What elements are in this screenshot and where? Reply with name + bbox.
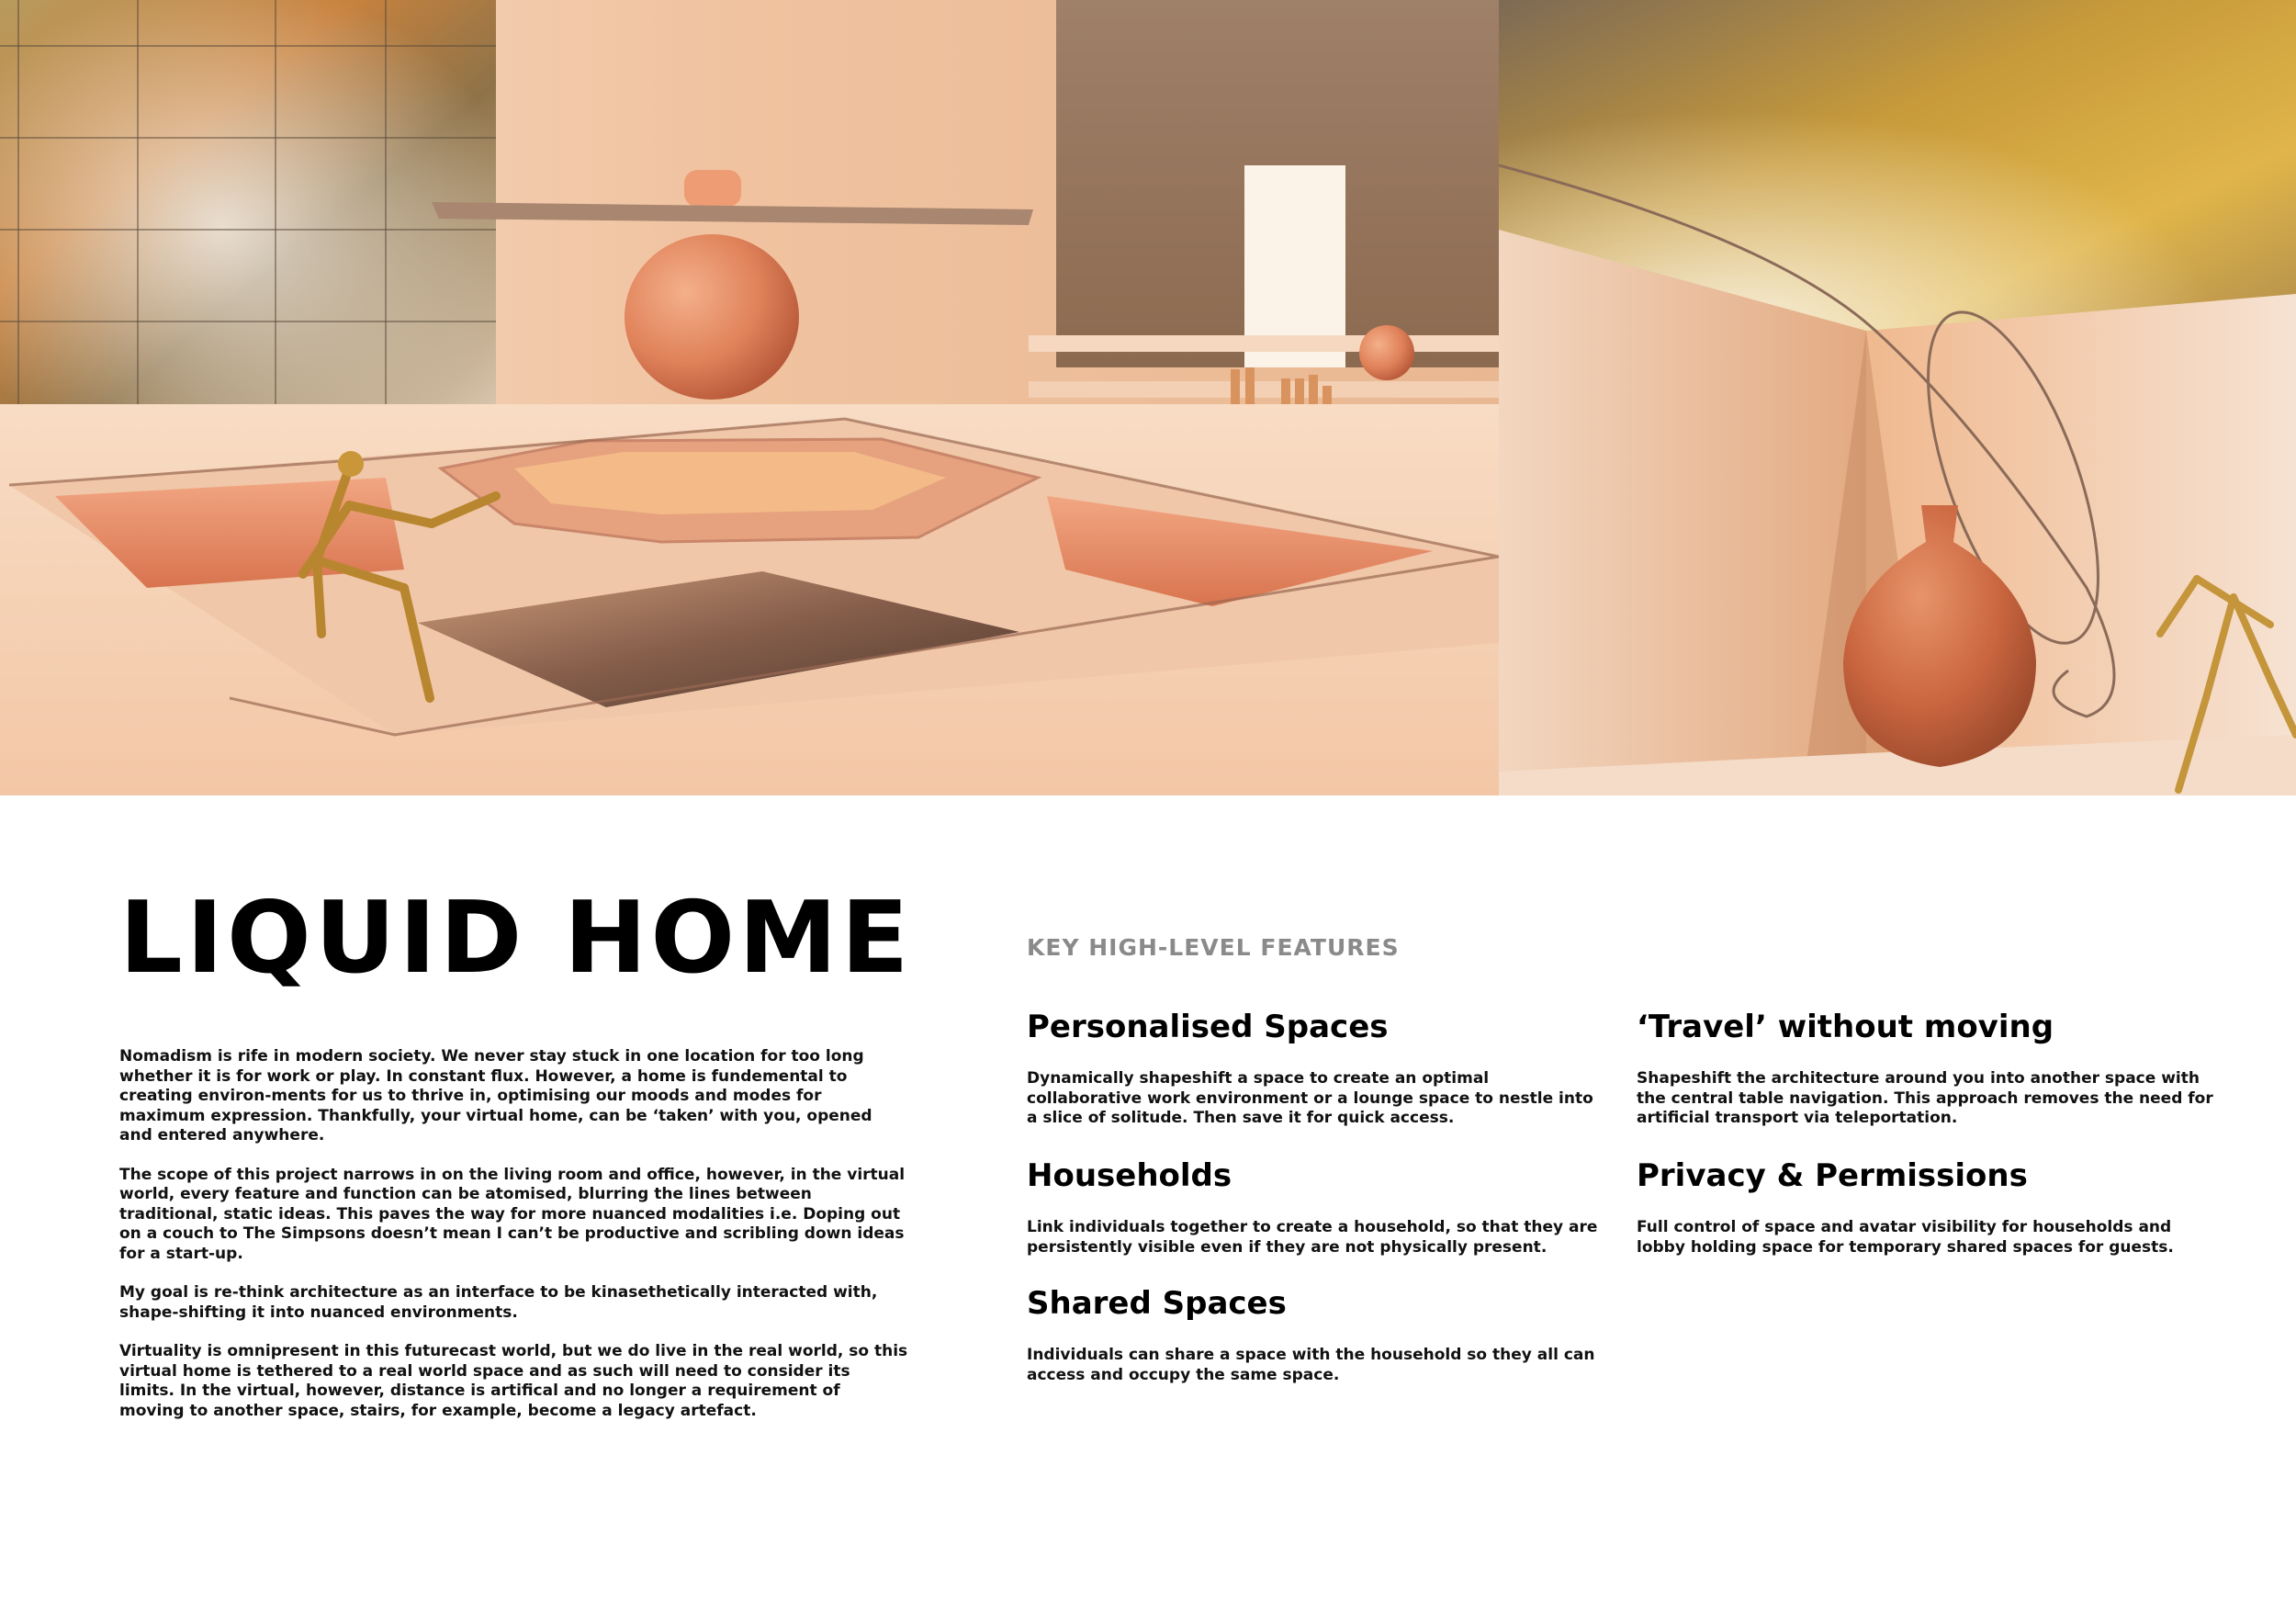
intro-text — [119, 1047, 909, 1440]
features-heading: KEY HIGH-LEVEL FEATURES — [1027, 934, 1400, 961]
feature-personalised-spaces — [1027, 1009, 1605, 1129]
feature-text: Full control of space and avatar visibility for households and lobby holding space for temporary shared spaces for guests. — [1637, 1218, 2174, 1257]
corner-vase-illustration — [1499, 0, 2296, 795]
feature-title: ‘Travel’ without moving — [1637, 1009, 2054, 1045]
feature-households — [1027, 1157, 1605, 1257]
intro-paragraph: My goal is re-think architecture as an interface to be kinasethetically interacted with, shape-shifting it into nuanced environments. — [119, 1283, 878, 1322]
feature-shared-spaces — [1027, 1285, 1605, 1385]
feature-title: Shared Spaces — [1027, 1285, 1287, 1322]
feature-title: Privacy & Permissions — [1637, 1157, 2028, 1194]
hero-image-corner-vase — [1499, 0, 2296, 795]
intro-paragraph: Nomadism is rife in modern society. We never stay stuck in one location for too long whether it is for work or play. In constant flux. However, a home is fundemental to creating environ-ments for us to thrive in, optimising our moods and modes for maximum expression. Thankfully, your virtual home, can be ‘taken’ with you, opened and entered anywhere. — [119, 1047, 872, 1145]
feature-privacy-permissions — [1637, 1157, 2215, 1257]
feature-text: Link individuals together to create a household, so that they are persistently visible even if they are not physically present. — [1027, 1218, 1598, 1257]
hero-image-living-room — [0, 0, 1499, 795]
intro-paragraph: Virtuality is omnipresent in this futurecast world, but we do live in the real world, so this virtual home is tethered to a real world space and as such will need to consider its limits. In the virtual, however, distance is artifical and no longer a requirement of moving to another space, stairs, for example, become a legacy artefact. — [119, 1342, 908, 1420]
page-title: LIQUID HOME — [119, 881, 913, 996]
feature-text: Shapeshift the architecture around you into another space with the central table navigation. This approach removes the need for artificial transport via teleportation. — [1637, 1069, 2213, 1127]
feature-text: Dynamically shapeshift a space to create an optimal collaborative work environment or a lounge space to nestle into a slice of solitude. Then save it for quick access. — [1027, 1069, 1593, 1127]
feature-travel-without-moving — [1637, 1009, 2215, 1129]
feature-title: Personalised Spaces — [1027, 1009, 1389, 1045]
living-room-illustration — [0, 0, 1499, 795]
intro-paragraph: The scope of this project narrows in on the living room and office, however, in the virtual world, every feature and function can be atomised, blurring the lines between traditional, static ideas. This paves the way for more nuanced modalities i.e. Doping out on a couch to The Simpsons doesn’t mean I can’t be productive and scribling down ideas for a start-up. — [119, 1165, 906, 1263]
feature-text: Individuals can share a space with the household so they all can access and occupy the same space. — [1027, 1346, 1595, 1384]
feature-title: Households — [1027, 1157, 1232, 1194]
